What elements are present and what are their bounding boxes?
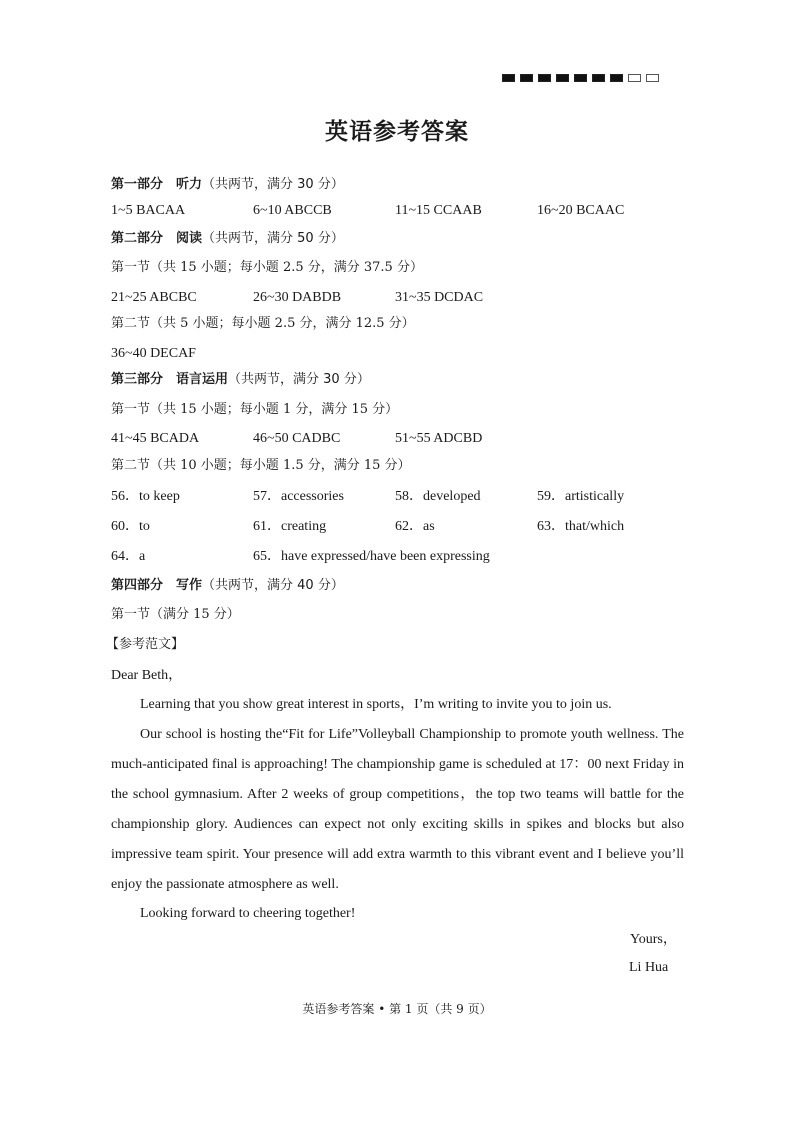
filled-square-icon — [610, 74, 623, 82]
answer-group: 31~35 DCDAC — [395, 290, 484, 305]
part2-section1-heading: 第一节（共 15 小题；每小题 2.5 分，满分 37.5 分） — [111, 260, 423, 275]
fill-answer: 64．a — [111, 549, 146, 564]
part1-heading — [111, 176, 344, 194]
filled-square-icon — [592, 74, 605, 82]
answer-group: 36~40 DECAF — [111, 346, 196, 361]
part4-heading-detail: （共两节，满分 40 分） — [202, 578, 344, 593]
fill-answer: 61．creating — [253, 519, 327, 534]
answer-group: 6~10 ABCCB — [253, 203, 332, 218]
part2-heading-detail: （共两节，满分 50 分） — [202, 231, 344, 246]
letter-paragraph-1: Learning that you show great interest in sports，I’m writing to invite you to join us. — [140, 697, 612, 712]
empty-square-icon — [646, 74, 659, 82]
part3-heading-detail: （共两节，满分 30 分） — [228, 372, 370, 387]
part3-section2-heading: 第二节（共 10 小题；每小题 1.5 分，满分 15 分） — [111, 458, 411, 473]
part3-heading — [111, 371, 370, 389]
fill-answer: 65．have expressed/have been expressing — [253, 549, 490, 564]
answer-group: 16~20 BCAAC — [537, 203, 625, 218]
part3-heading-title: 第三部分 语言运用 — [111, 372, 229, 387]
filled-square-icon — [574, 74, 587, 82]
answer-group: 1~5 BACAA — [111, 203, 186, 218]
fill-answer: 60．to — [111, 519, 150, 534]
page-footer: 英语参考答案 • 第 1 页（共 9 页） — [302, 1002, 492, 1016]
answer-group: 26~30 DABDB — [253, 290, 342, 305]
fill-answer: 62．as — [395, 519, 435, 534]
part2-heading-title: 第二部分 阅读 — [111, 231, 203, 246]
filled-square-icon — [556, 74, 569, 82]
letter-paragraph-2: Our school is hosting the“Fit for Life”Volleyball Championship to promote youth wellness. The much-anticipated final is approaching! The championship game is scheduled at 17：00 next Friday in the school gymnasium. After 2 weeks of group competitions，the top two teams will battle for the championship glory. Audiences can expect not only exciting skills in spikes and blocks but also impressive team spirit. Your presence will add extra warmth to this vibrant event and I believe you’ll enjoy the passionate atmosphere as well. — [111, 727, 684, 892]
filled-square-icon — [538, 74, 551, 82]
fill-answer: 57．accessories — [253, 489, 344, 504]
fill-answer: 56．to keep — [111, 489, 180, 504]
part1-heading-detail: （共两节，满分 30 分） — [202, 177, 344, 192]
part2-section2-heading: 第二节（共 5 小题；每小题 2.5 分，满分 12.5 分） — [111, 316, 415, 331]
part4-section1-heading: 第一节（满分 15 分） — [111, 607, 240, 622]
fill-answer: 59．artistically — [537, 489, 625, 504]
fill-answer: 63．that/which — [537, 519, 625, 534]
letter-salutation: Dear Beth， — [111, 668, 183, 683]
letter-paragraph-3: Looking forward to cheering together! — [140, 906, 356, 921]
letter-closing: Yours， — [630, 932, 677, 947]
sample-essay-label: 【参考范文】 — [106, 637, 185, 652]
answer-group: 41~45 BCADA — [111, 431, 200, 446]
answer-group: 11~15 CCAAB — [395, 203, 482, 218]
progress-marks — [502, 74, 659, 84]
answer-group: 46~50 CADBC — [253, 431, 341, 446]
fill-answer: 58．developed — [395, 489, 481, 504]
page-title: 英语参考答案 — [325, 118, 469, 145]
letter-signature: Li Hua — [629, 960, 669, 975]
filled-square-icon — [520, 74, 533, 82]
part3-section1-heading: 第一节（共 15 小题；每小题 1 分，满分 15 分） — [111, 402, 399, 417]
answer-group: 21~25 ABCBC — [111, 290, 197, 305]
filled-square-icon — [502, 74, 515, 82]
part2-heading — [111, 230, 344, 248]
part1-heading-title: 第一部分 听力 — [111, 177, 203, 192]
part4-heading-title: 第四部分 写作 — [111, 578, 203, 593]
empty-square-icon — [628, 74, 641, 82]
part4-heading — [111, 577, 344, 595]
answer-group: 51~55 ADCBD — [395, 431, 483, 446]
